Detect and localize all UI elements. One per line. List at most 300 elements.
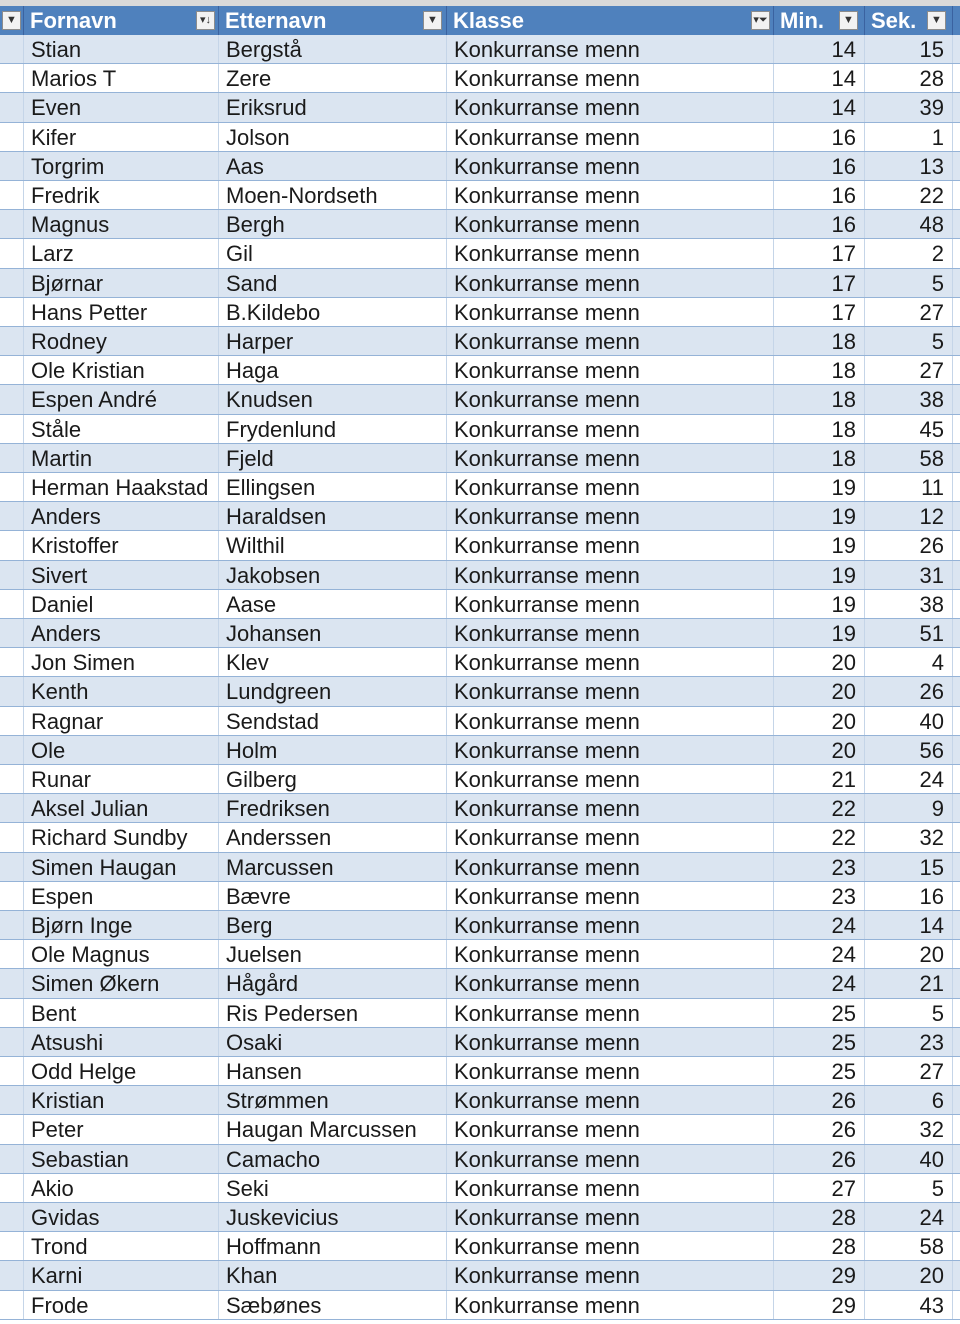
cell-klasse[interactable]: Konkurranse menn: [447, 123, 774, 151]
row-leading-cell[interactable]: [0, 1232, 24, 1260]
cell-sek[interactable]: 24: [865, 765, 953, 793]
cell-min[interactable]: 20: [774, 707, 865, 735]
row-trailing-cell[interactable]: [953, 1086, 960, 1114]
header-cell-min[interactable]: [774, 6, 865, 35]
row-leading-cell[interactable]: [0, 561, 24, 589]
table-row[interactable]: [0, 1115, 960, 1144]
cell-sek[interactable]: 27: [865, 356, 953, 384]
cell-etternavn[interactable]: Marcussen: [219, 853, 447, 881]
cell-sek[interactable]: 40: [865, 1145, 953, 1173]
cell-klasse[interactable]: Konkurranse menn: [447, 35, 774, 63]
cell-fornavn[interactable]: Bjørnar: [24, 269, 219, 297]
cell-etternavn[interactable]: Juskevicius: [219, 1203, 447, 1231]
table-row[interactable]: [0, 1086, 960, 1115]
cell-min[interactable]: 18: [774, 444, 865, 472]
cell-fornavn[interactable]: Kristian: [24, 1086, 219, 1114]
cell-min[interactable]: 19: [774, 619, 865, 647]
cell-fornavn[interactable]: Kristoffer: [24, 531, 219, 559]
cell-fornavn[interactable]: Peter: [24, 1115, 219, 1143]
row-leading-cell[interactable]: [0, 181, 24, 209]
cell-min[interactable]: 28: [774, 1203, 865, 1231]
cell-min[interactable]: 14: [774, 93, 865, 121]
table-row[interactable]: [0, 415, 960, 444]
cell-min[interactable]: 17: [774, 298, 865, 326]
cell-etternavn[interactable]: Haga: [219, 356, 447, 384]
cell-fornavn[interactable]: Herman Haakstad: [24, 473, 219, 501]
cell-etternavn[interactable]: Sand: [219, 269, 447, 297]
row-trailing-cell[interactable]: [953, 415, 960, 443]
cell-klasse[interactable]: Konkurranse menn: [447, 823, 774, 851]
row-leading-cell[interactable]: [0, 882, 24, 910]
row-trailing-cell[interactable]: [953, 677, 960, 705]
cell-sek[interactable]: 58: [865, 1232, 953, 1260]
row-leading-cell[interactable]: [0, 1145, 24, 1173]
cell-min[interactable]: 24: [774, 911, 865, 939]
table-row[interactable]: [0, 123, 960, 152]
row-trailing-cell[interactable]: [953, 794, 960, 822]
row-trailing-cell[interactable]: [953, 648, 960, 676]
row-trailing-cell[interactable]: [953, 269, 960, 297]
cell-klasse[interactable]: Konkurranse menn: [447, 93, 774, 121]
cell-min[interactable]: 14: [774, 64, 865, 92]
cell-sek[interactable]: 5: [865, 269, 953, 297]
cell-min[interactable]: 23: [774, 853, 865, 881]
table-row[interactable]: [0, 473, 960, 502]
row-leading-cell[interactable]: [0, 794, 24, 822]
cell-klasse[interactable]: Konkurranse menn: [447, 1203, 774, 1231]
row-leading-cell[interactable]: [0, 1057, 24, 1085]
cell-sek[interactable]: 15: [865, 853, 953, 881]
cell-sek[interactable]: 1: [865, 123, 953, 151]
chevron-down-icon[interactable]: ▼: [2, 11, 21, 30]
table-row[interactable]: [0, 648, 960, 677]
cell-min[interactable]: 20: [774, 736, 865, 764]
cell-fornavn[interactable]: Anders: [24, 619, 219, 647]
table-row[interactable]: [0, 327, 960, 356]
cell-sek[interactable]: 21: [865, 969, 953, 997]
cell-min[interactable]: 16: [774, 152, 865, 180]
row-leading-cell[interactable]: [0, 853, 24, 881]
cell-sek[interactable]: 39: [865, 93, 953, 121]
table-row[interactable]: [0, 385, 960, 414]
cell-sek[interactable]: 24: [865, 1203, 953, 1231]
cell-sek[interactable]: 13: [865, 152, 953, 180]
cell-min[interactable]: 18: [774, 385, 865, 413]
cell-min[interactable]: 29: [774, 1261, 865, 1289]
cell-klasse[interactable]: Konkurranse menn: [447, 1145, 774, 1173]
table-row[interactable]: [0, 765, 960, 794]
cell-min[interactable]: 29: [774, 1291, 865, 1319]
table-row[interactable]: [0, 35, 960, 64]
row-leading-cell[interactable]: [0, 969, 24, 997]
row-trailing-cell[interactable]: [953, 1203, 960, 1231]
table-row[interactable]: [0, 853, 960, 882]
table-row[interactable]: [0, 561, 960, 590]
cell-klasse[interactable]: Konkurranse menn: [447, 1261, 774, 1289]
cell-fornavn[interactable]: Akio: [24, 1174, 219, 1202]
cell-sek[interactable]: 32: [865, 1115, 953, 1143]
cell-sek[interactable]: 26: [865, 531, 953, 559]
cell-min[interactable]: 20: [774, 648, 865, 676]
header-cell-etternavn[interactable]: [219, 6, 447, 35]
cell-etternavn[interactable]: Hoffmann: [219, 1232, 447, 1260]
cell-fornavn[interactable]: Richard Sundby: [24, 823, 219, 851]
row-trailing-cell[interactable]: [953, 123, 960, 151]
cell-sek[interactable]: 12: [865, 502, 953, 530]
row-trailing-cell[interactable]: [953, 385, 960, 413]
cell-min[interactable]: 17: [774, 269, 865, 297]
cell-fornavn[interactable]: Bent: [24, 999, 219, 1027]
cell-fornavn[interactable]: Aksel Julian: [24, 794, 219, 822]
row-leading-cell[interactable]: [0, 1291, 24, 1319]
cell-etternavn[interactable]: Bævre: [219, 882, 447, 910]
cell-fornavn[interactable]: Kenth: [24, 677, 219, 705]
table-row[interactable]: [0, 823, 960, 852]
cell-etternavn[interactable]: Juelsen: [219, 940, 447, 968]
row-leading-cell[interactable]: [0, 1086, 24, 1114]
cell-sek[interactable]: 27: [865, 1057, 953, 1085]
row-leading-cell[interactable]: [0, 677, 24, 705]
row-trailing-cell[interactable]: [953, 969, 960, 997]
cell-sek[interactable]: 27: [865, 298, 953, 326]
table-row[interactable]: [0, 210, 960, 239]
cell-min[interactable]: 25: [774, 1028, 865, 1056]
table-row[interactable]: [0, 882, 960, 911]
cell-fornavn[interactable]: Trond: [24, 1232, 219, 1260]
cell-etternavn[interactable]: Hansen: [219, 1057, 447, 1085]
cell-klasse[interactable]: Konkurranse menn: [447, 590, 774, 618]
cell-etternavn[interactable]: Holm: [219, 736, 447, 764]
cell-fornavn[interactable]: Runar: [24, 765, 219, 793]
row-trailing-cell[interactable]: [953, 444, 960, 472]
cell-klasse[interactable]: Konkurranse menn: [447, 1086, 774, 1114]
cell-klasse[interactable]: Konkurranse menn: [447, 181, 774, 209]
row-trailing-cell[interactable]: [953, 882, 960, 910]
table-row[interactable]: [0, 269, 960, 298]
cell-klasse[interactable]: Konkurranse menn: [447, 502, 774, 530]
row-trailing-cell[interactable]: [953, 327, 960, 355]
cell-klasse[interactable]: Konkurranse menn: [447, 911, 774, 939]
row-leading-cell[interactable]: [0, 64, 24, 92]
cell-etternavn[interactable]: Frydenlund: [219, 415, 447, 443]
cell-etternavn[interactable]: Khan: [219, 1261, 447, 1289]
cell-etternavn[interactable]: Jakobsen: [219, 561, 447, 589]
table-row[interactable]: [0, 619, 960, 648]
row-leading-cell[interactable]: [0, 385, 24, 413]
cell-etternavn[interactable]: Berg: [219, 911, 447, 939]
row-leading-cell[interactable]: [0, 999, 24, 1027]
row-trailing-cell[interactable]: [953, 765, 960, 793]
cell-sek[interactable]: 4: [865, 648, 953, 676]
cell-klasse[interactable]: Konkurranse menn: [447, 473, 774, 501]
cell-sek[interactable]: 48: [865, 210, 953, 238]
cell-sek[interactable]: 5: [865, 999, 953, 1027]
cell-etternavn[interactable]: Bergstå: [219, 35, 447, 63]
cell-min[interactable]: 24: [774, 969, 865, 997]
cell-etternavn[interactable]: Harper: [219, 327, 447, 355]
cell-sek[interactable]: 40: [865, 707, 953, 735]
cell-klasse[interactable]: Konkurranse menn: [447, 415, 774, 443]
table-row[interactable]: [0, 239, 960, 268]
cell-fornavn[interactable]: Martin: [24, 444, 219, 472]
cell-etternavn[interactable]: Aase: [219, 590, 447, 618]
cell-min[interactable]: 18: [774, 356, 865, 384]
row-leading-cell[interactable]: [0, 35, 24, 63]
row-leading-cell[interactable]: [0, 152, 24, 180]
table-row[interactable]: [0, 1232, 960, 1261]
cell-klasse[interactable]: Konkurranse menn: [447, 648, 774, 676]
cell-min[interactable]: 23: [774, 882, 865, 910]
cell-etternavn[interactable]: Bergh: [219, 210, 447, 238]
chevron-down-icon[interactable]: ▼: [423, 11, 442, 30]
cell-klasse[interactable]: Konkurranse menn: [447, 736, 774, 764]
cell-etternavn[interactable]: B.Kildebo: [219, 298, 447, 326]
cell-klasse[interactable]: Konkurranse menn: [447, 531, 774, 559]
row-leading-cell[interactable]: [0, 1203, 24, 1231]
cell-etternavn[interactable]: Ellingsen: [219, 473, 447, 501]
row-trailing-cell[interactable]: [953, 473, 960, 501]
cell-klasse[interactable]: Konkurranse menn: [447, 444, 774, 472]
row-leading-cell[interactable]: [0, 1261, 24, 1289]
cell-min[interactable]: 21: [774, 765, 865, 793]
cell-klasse[interactable]: Konkurranse menn: [447, 385, 774, 413]
row-leading-cell[interactable]: [0, 619, 24, 647]
row-trailing-cell[interactable]: [953, 1145, 960, 1173]
row-trailing-cell[interactable]: [953, 1291, 960, 1319]
cell-min[interactable]: 18: [774, 415, 865, 443]
cell-min[interactable]: 19: [774, 561, 865, 589]
table-row[interactable]: [0, 969, 960, 998]
table-row[interactable]: [0, 736, 960, 765]
cell-etternavn[interactable]: Fredriksen: [219, 794, 447, 822]
cell-min[interactable]: 20: [774, 677, 865, 705]
cell-klasse[interactable]: Konkurranse menn: [447, 1028, 774, 1056]
cell-fornavn[interactable]: Stian: [24, 35, 219, 63]
cell-fornavn[interactable]: Simen Økern: [24, 969, 219, 997]
header-cell-klasse[interactable]: [447, 6, 774, 35]
row-trailing-cell[interactable]: [953, 298, 960, 326]
table-row[interactable]: [0, 1203, 960, 1232]
cell-min[interactable]: 26: [774, 1115, 865, 1143]
row-leading-cell[interactable]: [0, 823, 24, 851]
row-leading-cell[interactable]: [0, 736, 24, 764]
row-trailing-cell[interactable]: [953, 561, 960, 589]
row-trailing-cell[interactable]: [953, 940, 960, 968]
row-trailing-cell[interactable]: [953, 619, 960, 647]
cell-sek[interactable]: 45: [865, 415, 953, 443]
cell-klasse[interactable]: Konkurranse menn: [447, 882, 774, 910]
row-leading-cell[interactable]: [0, 327, 24, 355]
cell-klasse[interactable]: Konkurranse menn: [447, 327, 774, 355]
cell-sek[interactable]: 22: [865, 181, 953, 209]
cell-fornavn[interactable]: Ståle: [24, 415, 219, 443]
row-trailing-cell[interactable]: [953, 911, 960, 939]
cell-klasse[interactable]: Konkurranse menn: [447, 356, 774, 384]
row-leading-cell[interactable]: [0, 911, 24, 939]
cell-min[interactable]: 26: [774, 1086, 865, 1114]
cell-min[interactable]: 16: [774, 123, 865, 151]
cell-fornavn[interactable]: Sebastian: [24, 1145, 219, 1173]
cell-min[interactable]: 14: [774, 35, 865, 63]
cell-fornavn[interactable]: Gvidas: [24, 1203, 219, 1231]
cell-sek[interactable]: 5: [865, 327, 953, 355]
row-trailing-cell[interactable]: [953, 1028, 960, 1056]
row-trailing-cell[interactable]: [953, 64, 960, 92]
table-row[interactable]: [0, 93, 960, 122]
cell-etternavn[interactable]: Sendstad: [219, 707, 447, 735]
row-trailing-cell[interactable]: [953, 35, 960, 63]
cell-fornavn[interactable]: Hans Petter: [24, 298, 219, 326]
cell-fornavn[interactable]: Kifer: [24, 123, 219, 151]
cell-min[interactable]: 25: [774, 999, 865, 1027]
cell-min[interactable]: 19: [774, 473, 865, 501]
cell-sek[interactable]: 20: [865, 1261, 953, 1289]
row-trailing-cell[interactable]: [953, 93, 960, 121]
row-trailing-cell[interactable]: [953, 181, 960, 209]
cell-etternavn[interactable]: Aas: [219, 152, 447, 180]
table-row[interactable]: [0, 356, 960, 385]
cell-fornavn[interactable]: Espen André: [24, 385, 219, 413]
table-row[interactable]: [0, 1028, 960, 1057]
table-row[interactable]: [0, 1261, 960, 1290]
cell-klasse[interactable]: Konkurranse menn: [447, 239, 774, 267]
cell-etternavn[interactable]: Fjeld: [219, 444, 447, 472]
cell-klasse[interactable]: Konkurranse menn: [447, 969, 774, 997]
row-leading-cell[interactable]: [0, 531, 24, 559]
cell-sek[interactable]: 31: [865, 561, 953, 589]
row-trailing-cell[interactable]: [953, 1174, 960, 1202]
cell-fornavn[interactable]: Espen: [24, 882, 219, 910]
row-leading-cell[interactable]: [0, 707, 24, 735]
cell-fornavn[interactable]: Odd Helge: [24, 1057, 219, 1085]
row-trailing-cell[interactable]: [953, 1261, 960, 1289]
row-leading-cell[interactable]: [0, 940, 24, 968]
cell-sek[interactable]: 38: [865, 590, 953, 618]
cell-etternavn[interactable]: Strømmen: [219, 1086, 447, 1114]
cell-min[interactable]: 28: [774, 1232, 865, 1260]
cell-sek[interactable]: 23: [865, 1028, 953, 1056]
cell-fornavn[interactable]: Larz: [24, 239, 219, 267]
header-cell-sek[interactable]: [865, 6, 953, 35]
chevron-down-icon[interactable]: ▼: [839, 11, 858, 30]
cell-etternavn[interactable]: Gil: [219, 239, 447, 267]
cell-fornavn[interactable]: Bjørn Inge: [24, 911, 219, 939]
table-row[interactable]: [0, 999, 960, 1028]
sort-filter-icon[interactable]: ▾↓: [196, 11, 215, 30]
cell-etternavn[interactable]: Haugan Marcussen: [219, 1115, 447, 1143]
cell-klasse[interactable]: Konkurranse menn: [447, 677, 774, 705]
cell-fornavn[interactable]: Frode: [24, 1291, 219, 1319]
cell-min[interactable]: 18: [774, 327, 865, 355]
cell-min[interactable]: 22: [774, 794, 865, 822]
cell-klasse[interactable]: Konkurranse menn: [447, 1174, 774, 1202]
chevron-down-icon[interactable]: ▼: [927, 11, 946, 30]
table-row[interactable]: [0, 444, 960, 473]
table-row[interactable]: [0, 1057, 960, 1086]
cell-fornavn[interactable]: Even: [24, 93, 219, 121]
cell-min[interactable]: 27: [774, 1174, 865, 1202]
row-leading-cell[interactable]: [0, 444, 24, 472]
row-trailing-cell[interactable]: [953, 1057, 960, 1085]
table-row[interactable]: [0, 1145, 960, 1174]
cell-klasse[interactable]: Konkurranse menn: [447, 561, 774, 589]
cell-fornavn[interactable]: Ole: [24, 736, 219, 764]
cell-min[interactable]: 17: [774, 239, 865, 267]
row-leading-cell[interactable]: [0, 239, 24, 267]
cell-klasse[interactable]: Konkurranse menn: [447, 794, 774, 822]
cell-etternavn[interactable]: Wilthil: [219, 531, 447, 559]
row-leading-cell[interactable]: [0, 1174, 24, 1202]
row-trailing-cell[interactable]: [953, 590, 960, 618]
cell-klasse[interactable]: Konkurranse menn: [447, 707, 774, 735]
cell-etternavn[interactable]: Lundgreen: [219, 677, 447, 705]
cell-min[interactable]: 24: [774, 940, 865, 968]
row-trailing-cell[interactable]: [953, 356, 960, 384]
cell-sek[interactable]: 51: [865, 619, 953, 647]
cell-min[interactable]: 19: [774, 590, 865, 618]
row-leading-cell[interactable]: [0, 298, 24, 326]
row-leading-cell[interactable]: [0, 1115, 24, 1143]
cell-sek[interactable]: 5: [865, 1174, 953, 1202]
row-trailing-cell[interactable]: [953, 239, 960, 267]
row-trailing-cell[interactable]: [953, 531, 960, 559]
cell-klasse[interactable]: Konkurranse menn: [447, 298, 774, 326]
cell-klasse[interactable]: Konkurranse menn: [447, 765, 774, 793]
table-row[interactable]: [0, 64, 960, 93]
table-row[interactable]: [0, 298, 960, 327]
cell-etternavn[interactable]: Camacho: [219, 1145, 447, 1173]
row-leading-cell[interactable]: [0, 765, 24, 793]
row-trailing-cell[interactable]: [953, 152, 960, 180]
cell-klasse[interactable]: Konkurranse menn: [447, 64, 774, 92]
cell-sek[interactable]: 32: [865, 823, 953, 851]
table-row[interactable]: [0, 794, 960, 823]
row-trailing-cell[interactable]: [953, 823, 960, 851]
row-trailing-cell[interactable]: [953, 1232, 960, 1260]
cell-sek[interactable]: 14: [865, 911, 953, 939]
cell-klasse[interactable]: Konkurranse menn: [447, 1115, 774, 1143]
cell-sek[interactable]: 6: [865, 1086, 953, 1114]
row-leading-cell[interactable]: [0, 502, 24, 530]
table-row[interactable]: [0, 502, 960, 531]
cell-fornavn[interactable]: Daniel: [24, 590, 219, 618]
cell-etternavn[interactable]: Osaki: [219, 1028, 447, 1056]
cell-fornavn[interactable]: Magnus: [24, 210, 219, 238]
row-trailing-cell[interactable]: [953, 707, 960, 735]
cell-etternavn[interactable]: Ris Pedersen: [219, 999, 447, 1027]
cell-fornavn[interactable]: Jon Simen: [24, 648, 219, 676]
header-cell-fornavn[interactable]: [24, 6, 219, 35]
cell-min[interactable]: 25: [774, 1057, 865, 1085]
cell-sek[interactable]: 20: [865, 940, 953, 968]
cell-fornavn[interactable]: Atsushi: [24, 1028, 219, 1056]
row-trailing-cell[interactable]: [953, 210, 960, 238]
table-row[interactable]: [0, 911, 960, 940]
cell-sek[interactable]: 58: [865, 444, 953, 472]
cell-fornavn[interactable]: Marios T: [24, 64, 219, 92]
row-leading-cell[interactable]: [0, 269, 24, 297]
cell-sek[interactable]: 43: [865, 1291, 953, 1319]
row-trailing-cell[interactable]: [953, 736, 960, 764]
cell-etternavn[interactable]: Sæbønes: [219, 1291, 447, 1319]
row-leading-cell[interactable]: [0, 93, 24, 121]
cell-etternavn[interactable]: Haraldsen: [219, 502, 447, 530]
cell-klasse[interactable]: Konkurranse menn: [447, 853, 774, 881]
row-leading-cell[interactable]: [0, 415, 24, 443]
row-leading-cell[interactable]: [0, 210, 24, 238]
cell-etternavn[interactable]: Jolson: [219, 123, 447, 151]
cell-fornavn[interactable]: Ole Kristian: [24, 356, 219, 384]
